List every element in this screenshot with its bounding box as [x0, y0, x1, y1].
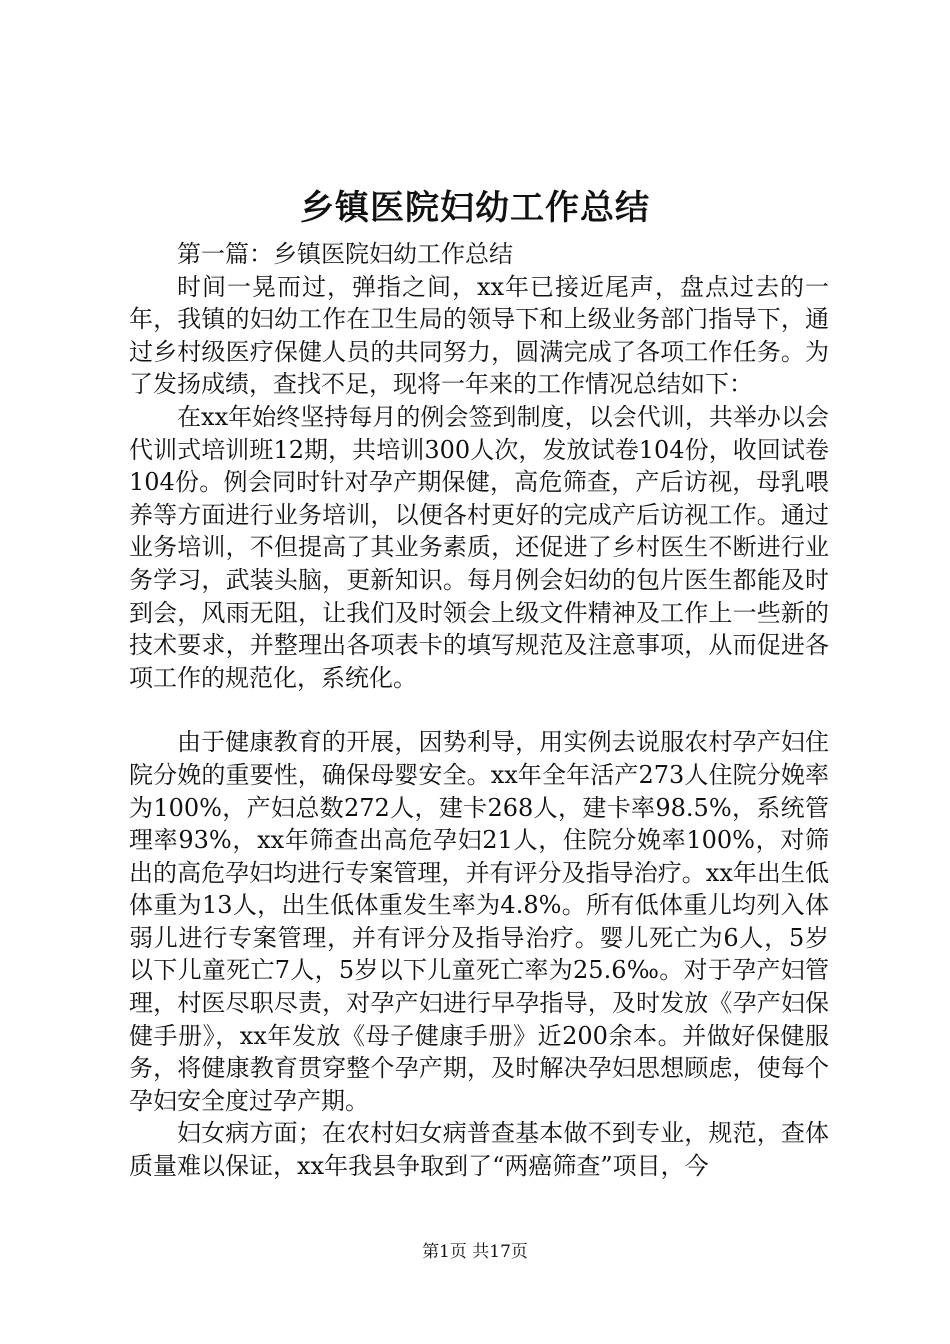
paragraph-intro: 时间一晃而过，弹指之间，xx年已接近尾声，盘点过去的一年，我镇的妇幼工作在卫生局的领导下和上级业务部门指导下，通过乡村级医疗保健人员的共同努力，圆满完成了各项工作任务。为了发扬成绩，查找不足，现将一年来的工作情况总结如下： — [129, 272, 829, 399]
paragraph-training: 在xx年始终坚持每月的例会签到制度，以会代训，共举办以会代训式培训班12期，共培训300人次，发放试卷104份，收回试卷104份。例会同时针对孕产期保健，高危筛查，产后访视，母乳喂养等方面进行业务培训，以便各村更好的完成产后访视工作。通过业务培训，不但提高了其业务素质，还促进了乡村医生不断进行业务学习，武装头脑，更新知识。每月例会妇幼的包片医生都能及时到会，风雨无阻，让我们及时领会上级文件精神及工作上一些新的技术要求，并整理出各项表卡的填写规范及注意事项，从而促进各项工作的规范化，系统化。 — [129, 402, 829, 692]
page-number-footer: 第1页 共17页 — [422, 1242, 528, 1262]
paragraph-gynecology: 妇女病方面；在农村妇女病普查基本做不到专业，规范，查体质量难以保证，xx年我县争取到了“两癌筛查”项目，今 — [129, 1119, 829, 1181]
section-heading: 第一篇：乡镇医院妇幼工作总结 — [177, 240, 513, 268]
paragraph-spacer — [129, 694, 829, 726]
paragraph-maternal-statistics: 由于健康教育的开展，因势利导，用实例去说服农村孕产妇住院分娩的重要性，确保母婴安全。xx年全年活产273人住院分娩率为100%，产妇总数272人，建卡268人，建卡率98.5%，系统管理率93%，xx年筛查出高危孕妇21人，住院分娩率100%，对筛出的高危孕妇均进行专案管理，并有评分及指导治疗。xx年出生低体重为13人，出生低体重发生率为4.8%。所有低体重儿均列入体弱儿进行专案管理，并有评分及指导治疗。婴儿死亡为6人，5岁以下儿童死亡7人，5岁以下儿童死亡率为25.6‰。对于孕产妇管理，村医尽职尽责，对孕产妇进行早孕指导，及时发放《孕产妇保健手册》，xx年发放《母子健康手册》近200余本。并做好保健服务，将健康教育贯穿整个孕产期，及时解决孕妇思想顾虑，使每个孕妇安全度过孕产期。 — [129, 728, 829, 1115]
document-body — [129, 238, 829, 1183]
document-title: 乡镇医院妇幼工作总结 — [300, 188, 650, 228]
